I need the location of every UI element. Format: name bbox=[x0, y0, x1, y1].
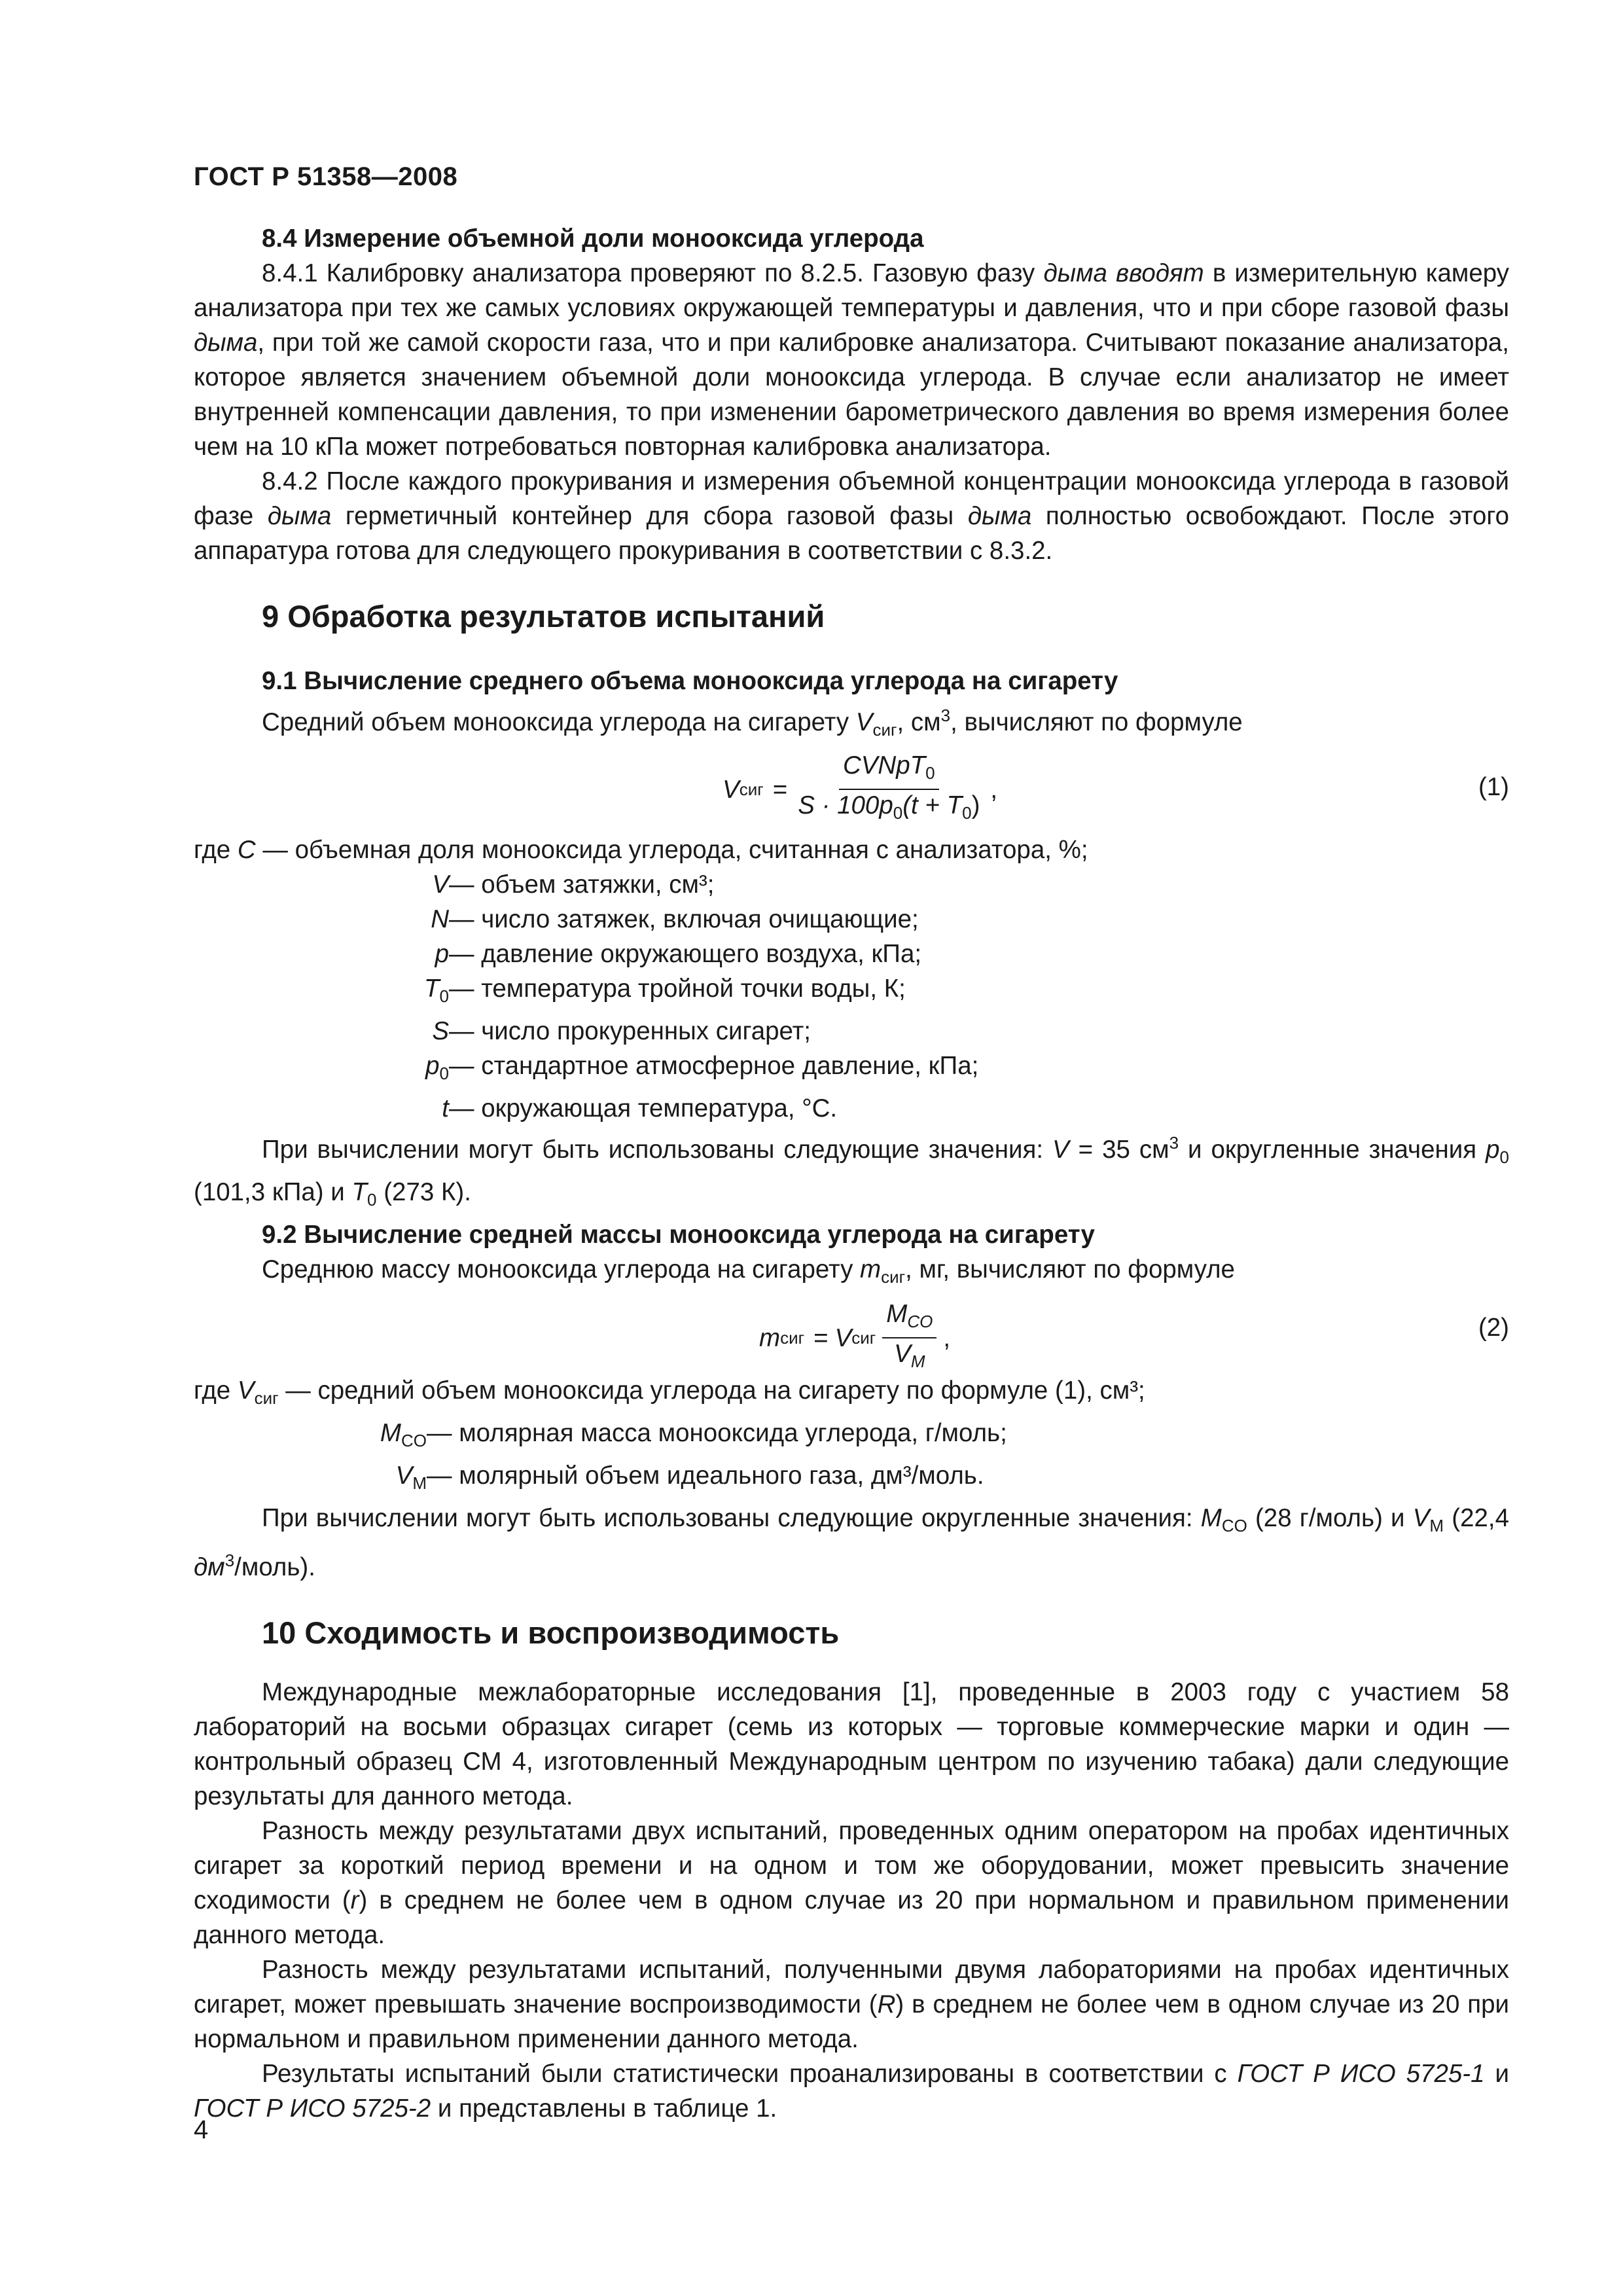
definition-T0: $T_0$ — температура тройной точки воды, К; bbox=[424, 975, 906, 1006]
definition-V: V — объем затяжки, см³; bbox=[432, 870, 715, 899]
section-9-2-title: 9.2 Вычисление средней массы монооксида углерода на сигарету bbox=[262, 1221, 1095, 1249]
definition-MCO: $M_{CO}$ — молярная масса монооксида углерода, г/моль; bbox=[380, 1419, 1007, 1450]
paragraph-10-3: Разность между результатами испытаний, полученными двумя лабораториями на пробах идентичных сигарет, может превышать значение воспроизводимости (R) в среднем не более чем в одном случае из 20 при нормальном и правильном применении данного метода. bbox=[194, 1956, 1510, 2053]
definition-VM: $V_M$ — молярный объем идеального газа, дм³/моль. bbox=[395, 1462, 984, 1493]
formula-2: m сиг = V сиг $\frac{M_{CO}}{V_M}$ , (2) bbox=[759, 1300, 1509, 1371]
formula-1: V сиг = $\frac{CVNpT_0}{S \cdot 100p_0(t + T_0)}$ , (1) bbox=[722, 751, 1509, 823]
paragraph-8-4-1: 8.4.1 Калибровку анализатора проверяют по 8.2.5. Газовую фазу дыма вводят в измерительную камеру анализатора при тех же самых условиях окружающей температуры и давления, что и при сборе газовой фазы дыма, при той же самой скорости газа, что и при калибровке анализатора. Считывают показание анализатора, которое является значением объемной доли монооксида углерода. В случае если анализатор не имеет внутренней компенсации давления, то при изменении барометрического давления во время измерения более чем на 10 кПа может потребоваться повторная калибровка анализатора. bbox=[194, 259, 1509, 461]
definition-t: t — окружающая температура, °С. bbox=[442, 1094, 838, 1122]
equation-number-1: (1) bbox=[1478, 773, 1509, 801]
paragraph-9-2-intro: Среднюю массу монооксида углерода на сигарету $m_{сиг}$, мг, вычисляют по формуле bbox=[262, 1255, 1235, 1287]
paragraph-10-4: Результаты испытаний были статистически проанализированы в соответствии с ГОСТ Р ИСО 5725-1 и ГОСТ Р ИСО 5725-2 и представлены в таблице 1. bbox=[194, 2060, 1509, 2123]
definitions-9-2-first: где $V_{сиг}$ — средний объем монооксида углерода на сигарету по формуле (1), см³; bbox=[194, 1376, 1145, 1408]
section-9-title: 9 Обработка результатов испытаний bbox=[262, 599, 825, 634]
document-header: ГОСТ Р 51358—2008 bbox=[194, 162, 458, 191]
paragraph-8-4-2: 8.4.2 После каждого прокуривания и измерения объемной концентрации монооксида углерода в газовой фазе дыма герметичный контейнер для сбора газовой фазы дыма полностью освобождают. После этого аппаратура готова для следующего прокуривания в соответствии с 8.3.2. bbox=[194, 467, 1510, 565]
paragraph-9-2-note: При вычислении могут быть использованы следующие округленные значения: $M_{CO}$ (28 г/моль) и $V_M$ (22,4 $дм^3/моль$). bbox=[194, 1504, 1510, 1581]
definition-p: p — давление окружающего воздуха, кПа; bbox=[435, 940, 922, 968]
definition-S: S — число прокуренных сигарет; bbox=[432, 1017, 811, 1045]
page-content bbox=[194, 221, 1509, 2126]
definition-N: N — число затяжек, включая очищающие; bbox=[431, 905, 919, 933]
paragraph-10-1: Международные межлабораторные исследования [1], проведенные в 2003 году с участием 58 лабораторий на восьми образцах сигарет (семь из которых — торговые коммерческие марки и один — контрольный образец СМ 4, изготовленный Международным центром по изучению табака) дали следующие результаты для данного метода. bbox=[194, 1678, 1509, 1810]
equation-number-2: (2) bbox=[1478, 1314, 1509, 1342]
paragraph-9-1-intro: Средний объем монооксида углерода на сигарету $V_{сиг}$, $см^3$, вычисляют по формуле bbox=[262, 706, 1243, 740]
definition-p0: $p_0$ — стандартное атмосферное давление, кПа; bbox=[425, 1052, 979, 1083]
section-10-title: 10 Сходимость и воспроизводимость bbox=[262, 1615, 840, 1650]
page-number: 4 bbox=[194, 2115, 209, 2144]
definitions-9-1-first: где C — объемная доля монооксида углерода, считанная с анализатора, %; bbox=[194, 836, 1088, 864]
paragraph-9-1-note: При вычислении могут быть использованы следующие значения: V = 35 $см^3$ и округленные значения $p_0$ (101,3 кПа) и $T_0$ (273 К). bbox=[194, 1133, 1509, 1210]
section-8-4-title: 8.4 Измерение объемной доли монооксида углерода bbox=[262, 224, 924, 253]
section-9-1-title: 9.1 Вычисление среднего объема монооксида углерода на сигарету bbox=[262, 667, 1118, 695]
paragraph-10-2: Разность между результатами двух испытаний, проведенных одним оператором на пробах идентичных сигарет за короткий период времени и на одном и том же оборудовании, может превысить значение сходимости (r) в среднем не более чем в одном случае из 20 при нормальном и правильном применении данного метода. bbox=[194, 1817, 1509, 1949]
